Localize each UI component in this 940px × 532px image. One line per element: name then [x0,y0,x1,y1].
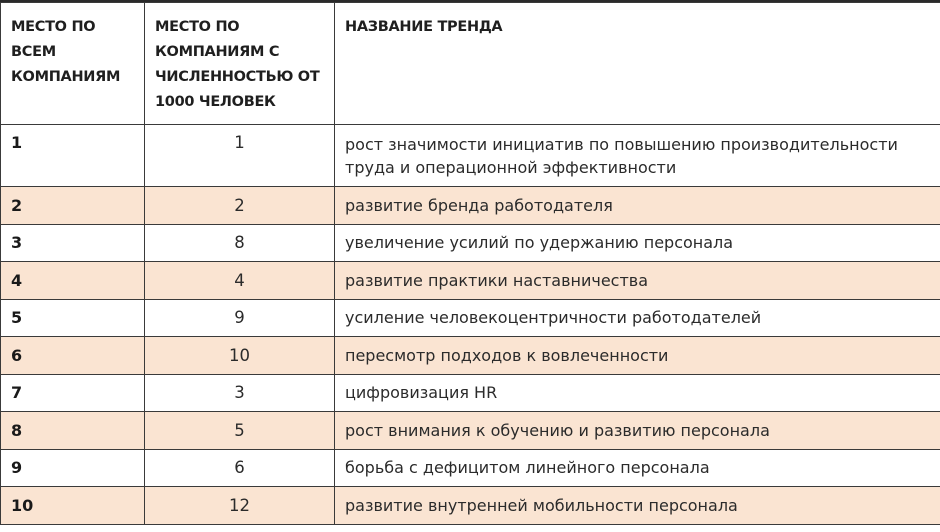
rank-1000-cell: 2 [145,187,335,225]
rank-all-cell: 3 [1,224,145,262]
trend-name-cell: развитие внутренней мобильности персонала [335,487,940,525]
table-row [1,299,940,337]
rank-1000-cell: 3 [145,374,335,412]
table-row [1,337,940,375]
rank-1000-cell: 12 [145,487,335,525]
table-header-row [1,3,940,125]
rank-all-cell: 8 [1,412,145,450]
rank-all-cell: 2 [1,187,145,225]
rank-1000-cell: 8 [145,224,335,262]
rank-all-cell: 6 [1,337,145,375]
rank-all-cell: 9 [1,449,145,487]
rank-1000-cell: 10 [145,337,335,375]
table-row [1,487,940,525]
rank-1000-cell: 9 [145,299,335,337]
trend-name-cell: пересмотр подходов к вовлеченности [335,337,940,375]
rank-1000-cell: 4 [145,262,335,300]
trend-name-cell: развитие бренда работодателя [335,187,940,225]
trend-name-cell: цифровизация HR [335,374,940,412]
table-row [1,262,940,300]
header-rank-all-companies: МЕСТО ПО ВСЕМ КОМПАНИЯМ [1,3,145,125]
trend-name-cell: усиление человекоцентричности работодателей [335,299,940,337]
table-row [1,125,940,187]
header-trend-name: НАЗВАНИЕ ТРЕНДА [335,3,940,125]
table-row [1,449,940,487]
rank-all-cell: 7 [1,374,145,412]
table-row [1,374,940,412]
rank-all-cell: 4 [1,262,145,300]
trend-name-cell: рост значимости инициатив по повышению производительности труда и операционной эффективности [335,125,940,187]
hr-trends-ranking-table [0,2,940,525]
rank-all-cell: 5 [1,299,145,337]
rank-1000-cell: 5 [145,412,335,450]
rank-1000-cell: 1 [145,125,335,187]
rank-all-cell: 1 [1,125,145,187]
rank-1000-cell: 6 [145,449,335,487]
table-row [1,224,940,262]
trend-name-cell: увеличение усилий по удержанию персонала [335,224,940,262]
trend-name-cell: борьба с дефицитом линейного персонала [335,449,940,487]
trend-name-cell: рост внимания к обучению и развитию персонала [335,412,940,450]
trend-name-cell: развитие практики наставничества [335,262,940,300]
table-row [1,187,940,225]
table-row [1,412,940,450]
rank-all-cell: 10 [1,487,145,525]
header-rank-large-companies: МЕСТО ПО КОМПАНИЯМ С ЧИСЛЕННОСТЬЮ ОТ 1000 ЧЕЛОВЕК [145,3,335,125]
